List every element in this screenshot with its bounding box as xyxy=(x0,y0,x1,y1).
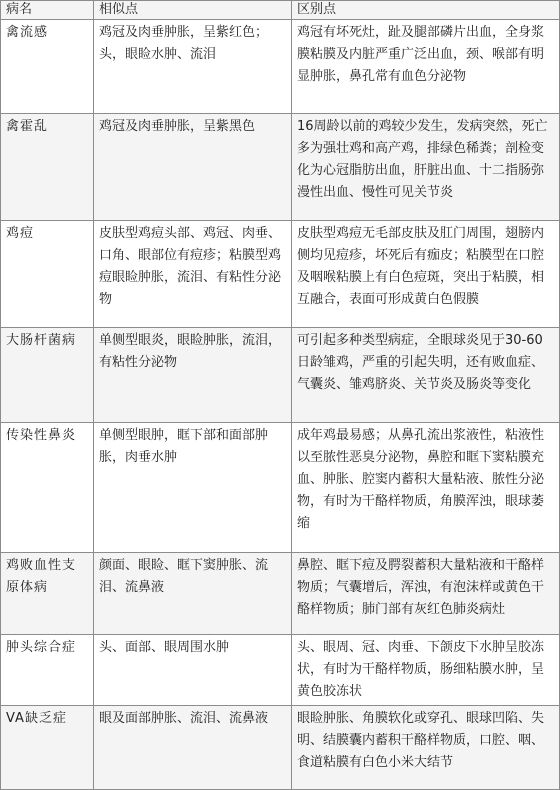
header-disease-name: 病名 xyxy=(1,1,94,20)
similarity-cell: 头、面部、眼周围水肿 xyxy=(94,635,292,706)
table-row xyxy=(1,328,560,423)
similarity-cell: 单侧型眼肿，眶下部和面部肿胀，肉垂水肿 xyxy=(94,423,292,553)
table-row xyxy=(1,635,560,706)
header-similarities: 相似点 xyxy=(94,1,292,20)
difference-cell: 鸡冠有坏死灶，趾及腿部磷片出血，全身浆膜粘膜及内脏严重广泛出血，颈、喉部有明显肿胀，鼻孔常有血色分泌物 xyxy=(292,20,560,114)
similarity-cell: 单侧型眼炎，眼睑肿胀，流泪，有粘性分泌物 xyxy=(94,328,292,423)
similarity-cell: 鸡冠及肉垂肿胀，呈紫黑色 xyxy=(94,114,292,221)
similarity-cell: 鸡冠及肉垂肿胀，呈紫红色；头，眼睑水肿、流泪 xyxy=(94,20,292,114)
similarity-cell: 颜面、眼睑、眶下窦肿胀、流泪、流鼻液 xyxy=(94,553,292,635)
difference-cell: 成年鸡最易感；从鼻孔流出浆液性，粘液性以至脓性恶臭分泌物，鼻腔和眶下窦粘膜充血、肿胀、腔窦内蓄积大量粘液、脓性分泌物，有时为干酪样物质，角膜浑浊，眼球萎缩 xyxy=(292,423,560,553)
disease-name-cell: 大肠杆菌病 xyxy=(1,328,94,423)
difference-cell: 眼睑肿胀、角膜软化或穿孔、眼球凹陷、失明、结膜囊内蓄积干酪样物质，口腔、咽、食道粘膜有白色小米大结节 xyxy=(292,706,560,790)
disease-name-cell: VA缺乏症 xyxy=(1,706,94,790)
table-row xyxy=(1,221,560,328)
disease-name-cell: 鸡败血性支原体病 xyxy=(1,553,94,635)
table-row xyxy=(1,553,560,635)
disease-name-cell: 禽流感 xyxy=(1,20,94,114)
disease-name-cell: 传染性鼻炎 xyxy=(1,423,94,553)
disease-name-cell: 鸡痘 xyxy=(1,221,94,328)
difference-cell: 皮肤型鸡痘无毛部皮肤及肛门周围，翅膀内侧均见痘疹，坏死后有痂皮；粘膜型在口腔及咽喉粘膜上有白色痘斑，突出于粘膜，相互融合，表面可形成黄白色假膜 xyxy=(292,221,560,328)
difference-cell: 16周龄以前的鸡较少发生，发病突然，死亡多为强壮鸡和高产鸡，排绿色稀粪；剖检变化为心冠脂肪出血，肝脏出血、十二指肠弥漫性出血、慢性可见关节炎 xyxy=(292,114,560,221)
table-row xyxy=(1,114,560,221)
header-row xyxy=(1,1,560,20)
disease-name-cell: 禽霍乱 xyxy=(1,114,94,221)
disease-name-cell: 肿头综合症 xyxy=(1,635,94,706)
difference-cell: 鼻腔、眶下痘及腭裂蓄积大量粘液和干酪样物质；气囊增后，浑浊，有泡沫样或黄色干酪样物质；肺门部有灰红色肺炎病灶 xyxy=(292,553,560,635)
difference-cell: 可引起多种类型病症，全眼球炎见于30-60日龄雏鸡，严重的引起失明，还有败血症、气囊炎、雏鸡脐炎、关节炎及肠炎等变化 xyxy=(292,328,560,423)
header-differences: 区别点 xyxy=(292,1,560,20)
similarity-cell: 皮肤型鸡痘头部、鸡冠、肉垂、口角、眼部位有痘疹；粘膜型鸡痘眼睑肿胀，流泪、有粘性分泌物 xyxy=(94,221,292,328)
difference-cell: 头、眼周、冠、肉垂、下颌皮下水肿呈胶冻状，有时为干酪样物质，肠细粘膜水肿，呈黄色胶冻状 xyxy=(292,635,560,706)
table-row xyxy=(1,706,560,790)
table-row xyxy=(1,423,560,553)
similarity-cell: 眼及面部肿胀、流泪、流鼻液 xyxy=(94,706,292,790)
table-row xyxy=(1,20,560,114)
